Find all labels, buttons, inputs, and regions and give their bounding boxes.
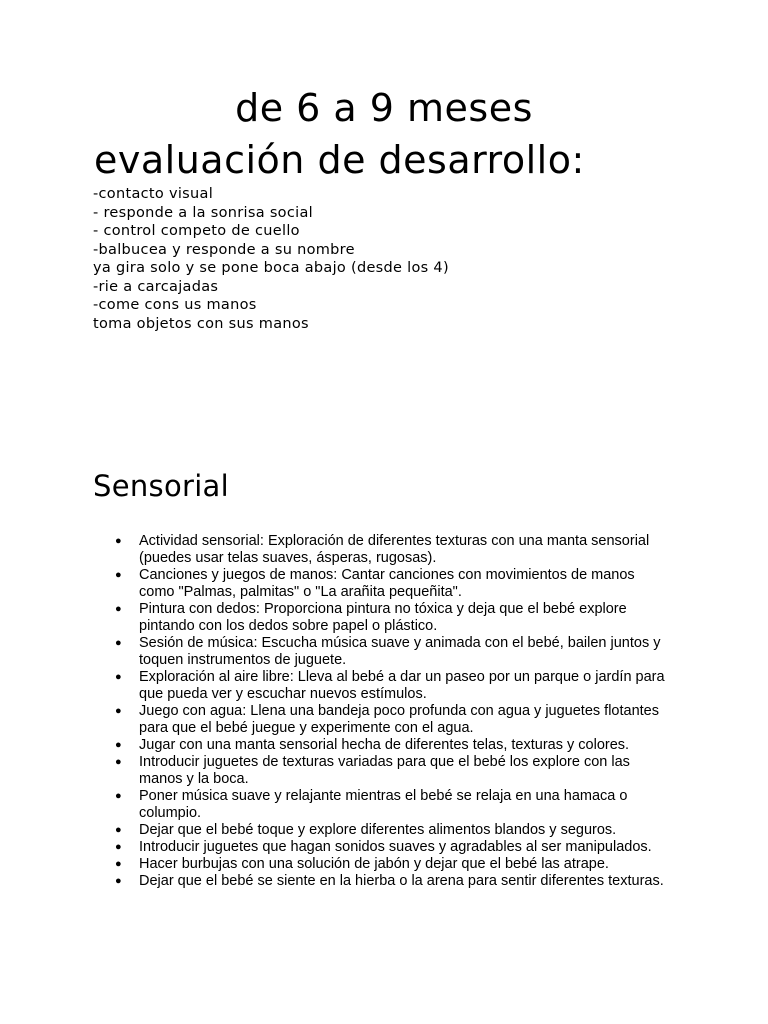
bullet-icon: ● — [115, 875, 122, 887]
bullet-icon: ● — [115, 637, 122, 649]
activity-text: Introducir juguetes que hagan sonidos suaves y agradables al ser manipulados. — [139, 839, 652, 855]
bullet-icon: ● — [115, 756, 122, 768]
activity-item — [113, 822, 673, 839]
milestone-item: - control competo de cuello — [93, 223, 300, 239]
bullet-icon: ● — [115, 824, 122, 836]
bullet-icon: ● — [115, 569, 122, 581]
milestone-item: - responde a la sonrisa social — [93, 204, 313, 221]
activity-text: Sesión de música: Escucha música suave y animada con el bebé, bailen juntos y toquen instrumentos de juguete. — [139, 635, 661, 668]
bullet-icon: ● — [115, 841, 122, 853]
activity-text: Pintura con dedos: Proporciona pintura no tóxica y deja que el bebé explore pintando con los dedos sobre papel o plástico. — [139, 601, 627, 634]
page-subtitle: evaluación de desarrollo: — [94, 138, 585, 182]
activity-text: Introducir juguetes de texturas variadas para que el bebé los explore con las manos y la boca. — [139, 754, 630, 787]
bullet-icon: ● — [115, 671, 122, 683]
milestones-list — [93, 185, 449, 333]
activity-item — [113, 754, 673, 788]
activity-text: Exploración al aire libre: Lleva al bebé a dar un paseo por un parque o jardín para que pueda ver y escuchar nuevos estímulos. — [139, 669, 665, 702]
activity-item — [113, 873, 673, 890]
activity-item — [113, 567, 673, 601]
activity-item — [113, 856, 673, 873]
activity-text: Juego con agua: Llena una bandeja poco profunda con agua y juguetes flotantes para que el bebé juegue y experimente con el agua. — [139, 703, 659, 736]
activity-text: Dejar que el bebé se siente en la hierba o la arena para sentir diferentes texturas. — [139, 873, 664, 889]
milestone-item: ya gira solo y se pone boca abajo (desde los 4) — [93, 260, 449, 276]
activity-text: Canciones y juegos de manos: Cantar canciones con movimientos de manos como "Palmas, palmitas" o "La arañita pequeñita". — [139, 567, 635, 600]
activity-item — [113, 839, 673, 856]
milestone-item: -balbucea y responde a su nombre — [93, 241, 355, 258]
bullet-icon: ● — [115, 790, 122, 802]
milestone-item: toma objetos con sus manos — [93, 315, 309, 332]
milestone-item: -contacto visual — [93, 186, 214, 202]
activity-text: Actividad sensorial: Exploración de diferentes texturas con una manta sensorial (puedes usar telas suaves, ásperas, rugosas). — [139, 533, 650, 566]
activity-text: Dejar que el bebé toque y explore diferentes alimentos blandos y seguros. — [139, 822, 617, 838]
bullet-icon: ● — [115, 739, 122, 751]
milestone-item: -rie a carcajadas — [93, 278, 219, 295]
activity-text: Hacer burbujas con una solución de jabón y dejar que el bebé las atrape. — [139, 856, 609, 872]
activity-item — [113, 635, 673, 669]
activity-item — [113, 533, 673, 567]
activity-text: Poner música suave y relajante mientras el bebé se relaja en una hamaca o columpio. — [139, 788, 628, 821]
activity-text: Jugar con una manta sensorial hecha de diferentes telas, texturas y colores. — [139, 737, 630, 753]
activity-item — [113, 737, 673, 754]
activity-item — [113, 601, 673, 635]
bullet-icon: ● — [115, 858, 122, 870]
bullet-icon: ● — [115, 705, 122, 717]
activity-item — [113, 703, 673, 737]
page-title: de 6 a 9 meses — [235, 86, 533, 130]
section-heading-sensorial: Sensorial — [93, 469, 229, 503]
sensorial-activities-list — [113, 533, 673, 890]
activity-item — [113, 788, 673, 822]
activity-item — [113, 669, 673, 703]
milestone-item: -come cons us manos — [93, 297, 257, 313]
bullet-icon: ● — [115, 535, 122, 547]
bullet-icon: ● — [115, 603, 122, 615]
